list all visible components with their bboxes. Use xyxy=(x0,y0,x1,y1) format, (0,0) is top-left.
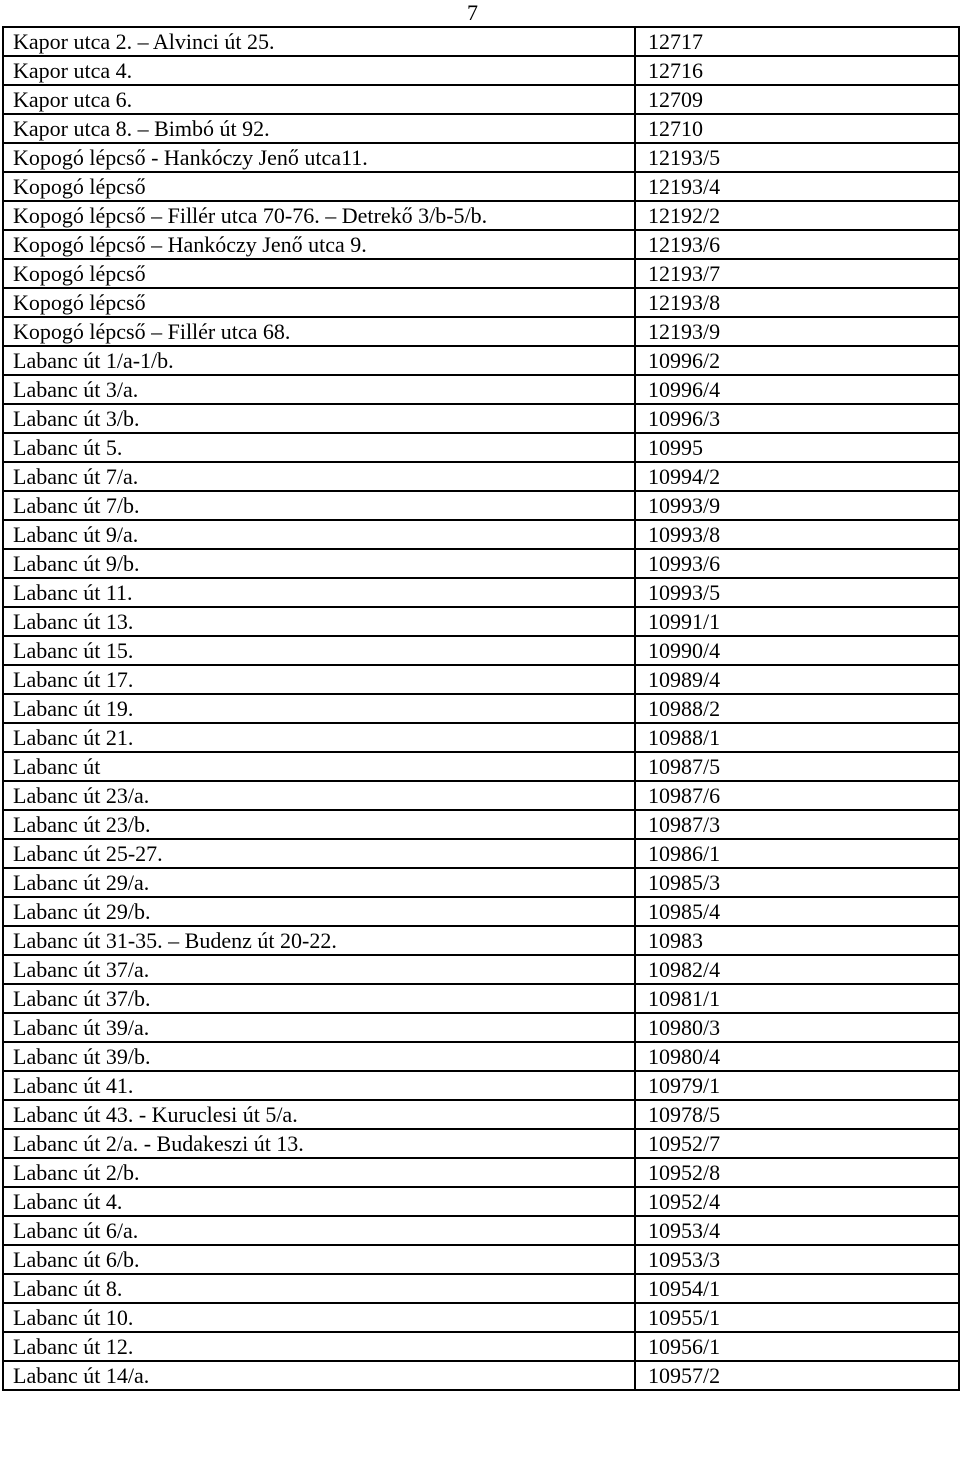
parcel-number-cell: 12709 xyxy=(635,85,959,114)
address-cell: Labanc út 31-35. – Budenz út 20-22. xyxy=(3,926,635,955)
address-cell: Labanc út 37/a. xyxy=(3,955,635,984)
address-cell: Kopogó lépcső xyxy=(3,288,635,317)
address-cell: Kopogó lépcső xyxy=(3,172,635,201)
address-cell: Labanc út 7/a. xyxy=(3,462,635,491)
address-cell: Labanc út 43. - Kuruclesi út 5/a. xyxy=(3,1100,635,1129)
parcel-number-cell: 10978/5 xyxy=(635,1100,959,1129)
table-row xyxy=(3,85,959,114)
parcel-number-cell: 10988/1 xyxy=(635,723,959,752)
table-row xyxy=(3,1303,959,1332)
address-cell: Labanc út 9/b. xyxy=(3,549,635,578)
parcel-number-cell: 12710 xyxy=(635,114,959,143)
parcel-number-cell: 10993/9 xyxy=(635,491,959,520)
table-row xyxy=(3,462,959,491)
parcel-number-cell: 12193/5 xyxy=(635,143,959,172)
parcel-number-cell: 12193/9 xyxy=(635,317,959,346)
parcel-number-cell: 12193/4 xyxy=(635,172,959,201)
address-cell: Labanc út 6/b. xyxy=(3,1245,635,1274)
address-cell: Labanc út 39/a. xyxy=(3,1013,635,1042)
address-cell: Labanc út 25-27. xyxy=(3,839,635,868)
table-row xyxy=(3,607,959,636)
address-cell: Labanc út 2/a. - Budakeszi út 13. xyxy=(3,1129,635,1158)
table-row xyxy=(3,636,959,665)
table-row xyxy=(3,1361,959,1390)
address-cell: Labanc út 5. xyxy=(3,433,635,462)
address-cell: Labanc út 4. xyxy=(3,1187,635,1216)
parcel-number-cell: 10989/4 xyxy=(635,665,959,694)
parcel-number-cell: 10991/1 xyxy=(635,607,959,636)
address-cell: Labanc út 23/b. xyxy=(3,810,635,839)
address-cell: Labanc út 23/a. xyxy=(3,781,635,810)
address-cell: Labanc út 14/a. xyxy=(3,1361,635,1390)
address-cell: Labanc út 37/b. xyxy=(3,984,635,1013)
parcel-number-cell: 10996/4 xyxy=(635,375,959,404)
table-row xyxy=(3,955,959,984)
parcel-number-cell: 10953/4 xyxy=(635,1216,959,1245)
table-row xyxy=(3,984,959,1013)
address-cell: Labanc út 1/a-1/b. xyxy=(3,346,635,375)
table-row xyxy=(3,752,959,781)
table-row xyxy=(3,1071,959,1100)
address-cell: Kapor utca 8. – Bimbó út 92. xyxy=(3,114,635,143)
table-row xyxy=(3,201,959,230)
table-row xyxy=(3,346,959,375)
address-cell: Labanc út 2/b. xyxy=(3,1158,635,1187)
page-number: 7 xyxy=(467,0,478,25)
address-cell: Labanc út 39/b. xyxy=(3,1042,635,1071)
table-row xyxy=(3,897,959,926)
parcel-number-cell: 10993/8 xyxy=(635,520,959,549)
parcel-number-cell: 12193/6 xyxy=(635,230,959,259)
table-row xyxy=(3,1274,959,1303)
address-cell: Kopogó lépcső xyxy=(3,259,635,288)
parcel-number-cell: 10987/5 xyxy=(635,752,959,781)
parcel-number-cell: 10990/4 xyxy=(635,636,959,665)
table-row xyxy=(3,1158,959,1187)
parcel-number-cell: 10956/1 xyxy=(635,1332,959,1361)
address-cell: Labanc út 15. xyxy=(3,636,635,665)
address-cell: Labanc út 29/a. xyxy=(3,868,635,897)
table-row xyxy=(3,1245,959,1274)
address-cell: Labanc út 12. xyxy=(3,1332,635,1361)
address-cell: Kapor utca 4. xyxy=(3,56,635,85)
table-row xyxy=(3,433,959,462)
parcel-number-cell: 10988/2 xyxy=(635,694,959,723)
address-table-body xyxy=(3,27,959,1390)
table-row xyxy=(3,491,959,520)
parcel-number-cell: 10996/3 xyxy=(635,404,959,433)
address-cell: Labanc út 8. xyxy=(3,1274,635,1303)
table-row xyxy=(3,143,959,172)
address-cell: Kopogó lépcső – Hankóczy Jenő utca 9. xyxy=(3,230,635,259)
parcel-number-cell: 10993/5 xyxy=(635,578,959,607)
table-row xyxy=(3,56,959,85)
parcel-number-cell: 10983 xyxy=(635,926,959,955)
address-cell: Kopogó lépcső – Fillér utca 68. xyxy=(3,317,635,346)
table-row xyxy=(3,520,959,549)
address-cell: Labanc út 19. xyxy=(3,694,635,723)
address-cell: Labanc út 41. xyxy=(3,1071,635,1100)
parcel-number-cell: 12717 xyxy=(635,27,959,56)
table-row xyxy=(3,665,959,694)
table-row xyxy=(3,259,959,288)
table-row xyxy=(3,1013,959,1042)
address-cell: Kapor utca 2. – Alvinci út 25. xyxy=(3,27,635,56)
address-cell: Kapor utca 6. xyxy=(3,85,635,114)
table-row xyxy=(3,810,959,839)
parcel-number-cell: 10979/1 xyxy=(635,1071,959,1100)
table-row xyxy=(3,781,959,810)
parcel-number-cell: 10957/2 xyxy=(635,1361,959,1390)
parcel-number-cell: 10996/2 xyxy=(635,346,959,375)
parcel-number-cell: 10980/4 xyxy=(635,1042,959,1071)
parcel-number-cell: 10995 xyxy=(635,433,959,462)
address-cell: Labanc út 9/a. xyxy=(3,520,635,549)
address-cell: Labanc út 13. xyxy=(3,607,635,636)
parcel-number-cell: 10954/1 xyxy=(635,1274,959,1303)
parcel-number-cell: 10986/1 xyxy=(635,839,959,868)
table-row xyxy=(3,694,959,723)
table-row xyxy=(3,549,959,578)
parcel-number-cell: 10987/3 xyxy=(635,810,959,839)
parcel-number-cell: 10952/8 xyxy=(635,1158,959,1187)
table-row xyxy=(3,114,959,143)
table-row xyxy=(3,1042,959,1071)
parcel-number-cell: 10952/7 xyxy=(635,1129,959,1158)
parcel-number-cell: 10985/3 xyxy=(635,868,959,897)
parcel-number-cell: 12193/8 xyxy=(635,288,959,317)
table-row xyxy=(3,375,959,404)
table-row xyxy=(3,172,959,201)
parcel-number-cell: 12192/2 xyxy=(635,201,959,230)
table-row xyxy=(3,1187,959,1216)
address-cell: Labanc út 3/b. xyxy=(3,404,635,433)
address-cell: Labanc út 21. xyxy=(3,723,635,752)
table-row xyxy=(3,404,959,433)
table-row xyxy=(3,230,959,259)
parcel-number-cell: 12716 xyxy=(635,56,959,85)
table-row xyxy=(3,27,959,56)
address-cell: Kopogó lépcső – Fillér utca 70-76. – Detrekő 3/b-5/b. xyxy=(3,201,635,230)
address-cell: Labanc út 3/a. xyxy=(3,375,635,404)
table-row xyxy=(3,1100,959,1129)
table-row xyxy=(3,868,959,897)
address-cell: Labanc út 11. xyxy=(3,578,635,607)
address-cell: Labanc út 10. xyxy=(3,1303,635,1332)
address-cell: Labanc út 29/b. xyxy=(3,897,635,926)
address-cell: Labanc út xyxy=(3,752,635,781)
parcel-number-cell: 10981/1 xyxy=(635,984,959,1013)
address-table xyxy=(2,26,960,1391)
table-row xyxy=(3,723,959,752)
table-row xyxy=(3,1216,959,1245)
address-cell: Labanc út 7/b. xyxy=(3,491,635,520)
parcel-number-cell: 10987/6 xyxy=(635,781,959,810)
table-row xyxy=(3,317,959,346)
address-cell: Labanc út 17. xyxy=(3,665,635,694)
table-row xyxy=(3,839,959,868)
table-row xyxy=(3,578,959,607)
address-cell: Kopogó lépcső - Hankóczy Jenő utca11. xyxy=(3,143,635,172)
parcel-number-cell: 10993/6 xyxy=(635,549,959,578)
table-row xyxy=(3,926,959,955)
table-row xyxy=(3,1129,959,1158)
table-row xyxy=(3,288,959,317)
parcel-number-cell: 10985/4 xyxy=(635,897,959,926)
address-cell: Labanc út 6/a. xyxy=(3,1216,635,1245)
parcel-number-cell: 10955/1 xyxy=(635,1303,959,1332)
parcel-number-cell: 10952/4 xyxy=(635,1187,959,1216)
parcel-number-cell: 12193/7 xyxy=(635,259,959,288)
parcel-number-cell: 10953/3 xyxy=(635,1245,959,1274)
parcel-number-cell: 10982/4 xyxy=(635,955,959,984)
table-row xyxy=(3,1332,959,1361)
parcel-number-cell: 10980/3 xyxy=(635,1013,959,1042)
parcel-number-cell: 10994/2 xyxy=(635,462,959,491)
